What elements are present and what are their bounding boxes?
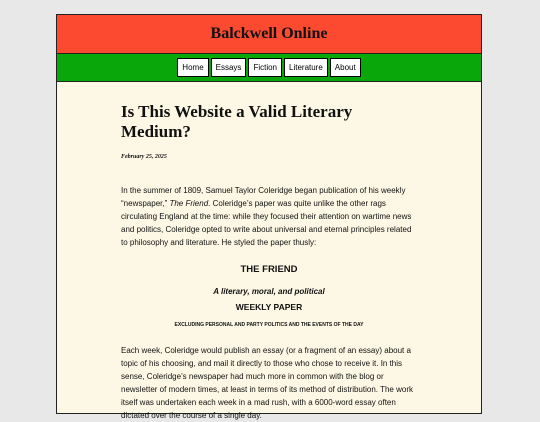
article	[57, 102, 481, 422]
nav-bar	[57, 54, 481, 82]
facsimile-weekly: WEEKLY PAPER	[235, 302, 303, 312]
facsimile-title: THE FRIEND	[240, 264, 298, 275]
intro-paragraph	[121, 184, 417, 249]
intro-text-start: In the summer of 1809, Samuel Taylor Coleridge began publication of his weekly “newspaper,”	[121, 186, 406, 208]
post-date: February 25, 2025	[121, 154, 167, 160]
page-frame	[56, 14, 482, 420]
nav-link-home[interactable]: Home	[177, 58, 208, 77]
nav-link-literature[interactable]: Literature	[284, 58, 328, 77]
site-title[interactable]: Balckwell Online	[210, 25, 328, 42]
nav-link-fiction[interactable]: Fiction	[248, 58, 282, 77]
facsimile-note: EXCLUDING PERSONAL AND PARTY POLITICS AND THE EVENTS OF THE DAY	[174, 322, 364, 328]
intro-text-end: . Coleridge’s paper was quite unlike the other rags circulating England at the time: while they focused their attention on wartime news and politics, Coleridge opted to write about universal and eternal principles related to philosophy and literature. He styled the paper thusly:	[121, 199, 412, 247]
body-paragraph: Each week, Coleridge would publish an essay (or a fragment of an essay) about a topic of his choosing, and mail it directly to those who chose to receive it. In this sense, Coleridge’s newspaper had much more in common with the blog or newsletter of modern times, at least in terms of its method of distribution. The work itself was undertaken each week in a mad rush, with a 6000-word essay often dictated over the course of a single day.	[121, 346, 413, 420]
site-header	[57, 15, 481, 54]
nav-link-about[interactable]: About	[330, 58, 361, 77]
facsimile-subtitle: A literary, moral, and political	[213, 287, 325, 296]
post-title: Is This Website a Valid Literary Medium?	[121, 102, 353, 141]
nav-link-essays[interactable]: Essays	[211, 58, 247, 77]
publication-name: The Friend	[169, 199, 209, 208]
